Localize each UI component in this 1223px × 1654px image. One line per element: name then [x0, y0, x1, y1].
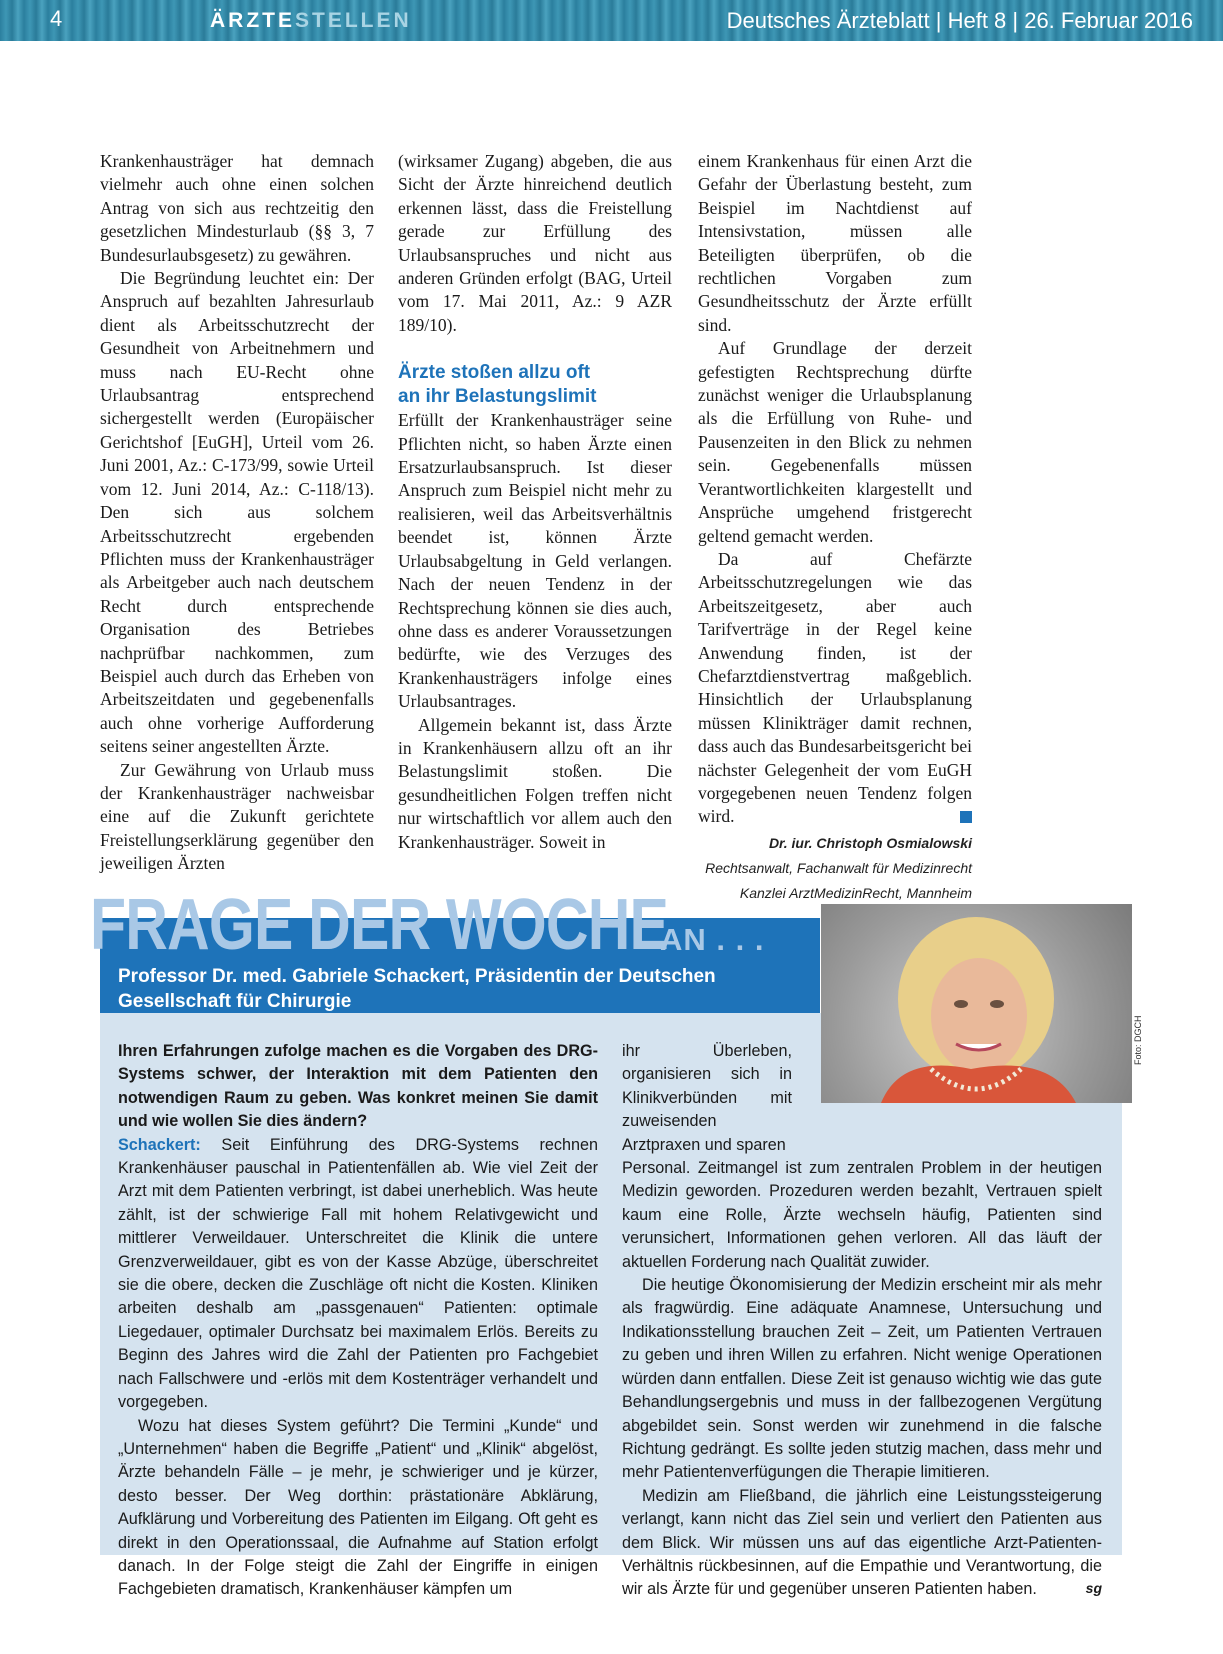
paragraph: Allgemein bekannt ist, dass Ärzte in Krankenhäusern allzu oft an ihr Belastungslimit stoßen. Die gesundheitlichen Folgen treffen nicht nur wirtschaftlich vor allem auch den Krankenhausträger. Soweit in: [398, 714, 672, 852]
article-column-3: [698, 150, 972, 906]
author-name: Dr. iur. Christoph Osmialowski: [768, 834, 972, 851]
paragraph: Die Begründung leuchtet ein: Der Anspruch auf bezahlten Jahresurlaub dient als Arbeitsschutzrecht der Gesundheit von Arbeitnehmern und muss nach EU-Recht ohne Urlaubsantrag entsprechend sichergestellt werden (Europäischer Gerichtshof [EuGH], Urteil vom 26. Juni 2001, Az.: C-173/99, sowie Urteil vom 12. Juni 2014, Az.: C-118/13). Den sich aus solchem Arbeitsschutzrecht ergebenden Pflichten muss der Krankenhausträger als Arbeitgeber auch nach deutschem Recht durch entsprechende Organisation des Betriebes nachprüfbar nachkommen, zum Beispiel auch durch das Erheben von Arbeitszeitdaten und gegebenenfalls auch ohne vorherige Aufforderung seitens seiner angestellten Ärzte.: [100, 268, 374, 757]
interview-guest: Professor Dr. med. Gabriele Schackert, Präsidentin der Deutschen Gesellschaft für Chirurgie: [118, 966, 716, 1012]
answer-paragraph: ihr Überleben, organisieren sich in Klinikverbünden mit zuweisenden Arztpraxen und sparen: [622, 1042, 792, 1154]
paragraph: einem Krankenhaus für einen Arzt die Gefahr der Überlastung besteht, zum Beispiel im Nachtdienst auf Intensivstation, müssen alle Beteiligten überprüfen, ob die rechtlichen Vorgaben zum Gesundheitsschutz der Ärzte erfüllt sind.: [698, 151, 972, 335]
answer-paragraph: Medizin am Fließband, die jährlich eine Leistungssteigerung verlangt, kann nicht das Ziel sein und verliert den Patienten aus dem Blick. Wir müssen uns auf das eigentliche Arzt-Patienten-Verhältnis rückbesinnen, auf die Empathie und Verantwortung, die wir als Ärzte für und gegenüber unseren Patienten haben. sg: [622, 1486, 1102, 1599]
author-block: [698, 831, 972, 906]
answer-paragraph: Die heutige Ökonomisierung der Medizin erscheint mir als mehr als fragwürdig. Eine adäquate Anamnese, Untersuchung und Indikationsstellung brauchen Zeit – Zeit, um Patienten Vertrauen zu geben und ihren Willen zu erfahren. Nicht wenige Operationen würden dann entfallen. Diese Zeit ist genauso wichtig wie das gute Behandlungsergebnis und muss in der fallbezogenen Vergütung abgebildet sein. Sonst werden wir zunehmend in die falsche Richtung gedrängt. Es sollte jeden stutzig machen, dass mehr und mehr Patientenverfügungen die Therapie limitieren.: [622, 1276, 1102, 1482]
subheading: Ärzte stoßen allzu oft an ihr Belastungslimit: [398, 362, 597, 408]
article-column-2: [398, 150, 672, 854]
answer-paragraph: Personal. Zeitmangel ist zum zentralen Problem in der heutigen Medizin geworden. Prozeduren werden bezahlt, Vertrauen spielt kaum eine Rolle, Ärzte wechseln häufig, Patienten sind verunsichert, Informationen gehen verloren. All das läuft der aktuellen Forderung nach Qualität zuwider.: [622, 1159, 1102, 1271]
author-title: Rechtsanwalt, Fachanwalt für Medizinrecht: [705, 859, 972, 876]
issue-info: Deutsches Ärzteblatt | Heft 8 | 26. Februar 2016: [726, 8, 1193, 33]
paragraph: (wirksamer Zugang) abgeben, die aus Sicht der Ärzte hinreichend deutlich erkennen lässt, dass die Freistellung gerade zur Erfüllung des Urlaubsanspruches und nicht aus anderen Gründen erfolgt (BAG, Urteil vom 17. Mai 2011, Az.: 9 AZR 189/10).: [398, 151, 672, 335]
paragraph: Zur Gewährung von Urlaub muss der Krankenhausträger nachweisbar eine auf die Zukunft gerichtete Freistellungserklärung gegenüber den jeweiligen Ärzten: [100, 759, 374, 874]
interview-left-column: [118, 1040, 598, 1602]
paragraph: Krankenhausträger hat demnach vielmehr auch ohne einen solchen Antrag von sich aus rechtzeitig den gesetzlichen Mindesturlaub (§§ 3, 7 Bundesurlaubsgesetz) zu gewähren.: [100, 151, 374, 265]
answer-paragraph: Wozu hat dieses System geführt? Die Termini „Kunde“ und „Unternehmen“ haben die Begriffe „Patient“ und „Klinik“ abgelöst, Ärzte behandeln Fälle – je mehr, je schwieriger und je kürzer, desto besser. Der Weg dorthin: prästationäre Abklärung, Aufklärung und Vorbereitung des Patienten im Eilgang. Oft geht es direkt in den Operationssaal, die Aufnahme auf Station erfolgt danach. In der Folge steigt die Zahl der Eingriffe in einigen Fachgebieten dramatisch, Krankenhäuser kämpfen um: [118, 1416, 598, 1599]
page-header: [0, 0, 1223, 41]
interview-title-suffix: AN . . .: [660, 922, 765, 957]
article-column-1: [100, 150, 374, 876]
interview-right-column: [622, 1040, 1102, 1602]
end-mark-icon: [960, 811, 972, 823]
answer-paragraph: Schackert: Seit Einführung des DRG-Systems rechnen Krankenhäuser pauschal in Patientenfällen ab. Wie viel Zeit der Arzt mit dem Patienten verbringt, ist dabei unerheblich. Was heute zählt, ist der schwierige Fall mit hohem Relativgewicht und mittlerer Verweildauer. Unterschreitet die Klinik die untere Grenzverweildauer, gibt es von der Kasse Abzüge, überschreitet sie die obere, decken die Zuschläge oft nicht die Kosten. Kliniken arbeiten deshalb am „passgenauen“ Patienten: optimale Liegedauer, optimaler Durchsatz bei maximalem Erlös. Bereits zu Beginn des Jahres wird die Zahl der Patienten pro Fachgebiet nach Fallschwere und -erlös mit dem Kostenträger verhandelt und vorgegeben.: [118, 1135, 599, 1412]
paragraph: Da auf Chefärzte Arbeitsschutzregelungen wie das Arbeitszeitgesetz, aber auch Tarifverträge in der Regel keine Anwendung finden, ist der Chefarztdienstvertrag maßgeblich. Hinsichtlich der Urlaubsplanung müssen Klinikträger damit rechnen, dass auch das Bundesarbeitsgericht bei nächster Gelegenheit der vom EuGH vorgegebenen neuen Tendenz folgen wird.: [698, 548, 972, 827]
interview-question: Ihren Erfahrungen zufolge machen es die Vorgaben des DRG-Systems schwer, der Interaktion mit dem Patienten den notwendigen Raum zu geben. Was konkret meinen Sie damit und wie wollen Sie dies ändern?: [118, 1042, 598, 1131]
signature: sg: [1085, 1580, 1102, 1597]
page-number: 4: [50, 6, 63, 31]
interview-title: FRAGE DER WOCHE: [90, 885, 669, 965]
photo-credit: Foto: DGCH: [1133, 1015, 1143, 1065]
author-firm: Kanzlei ArztMedizinRecht, Mannheim: [739, 884, 972, 901]
speaker-label: Schackert:: [118, 1135, 201, 1154]
paragraph: Auf Grundlage der derzeit gefestigten Rechtsprechung dürfte zunächst weniger die Urlaubsplanung als die Erfüllung von Ruhe- und Pausenzeiten in den Blick zu nehmen sein. Gegebenenfalls müssen Verantwortlichkeiten klargestellt und Ansprüche umgehend fristgerecht geltend gemacht werden.: [698, 338, 972, 546]
paragraph: Erfüllt der Krankenhausträger seine Pflichten nicht, so haben Ärzte einen Ersatzurlaubsanspruch. Ist dieser Anspruch zum Beispiel nicht mehr zu realisieren, weil das Arbeitsverhältnis beendet ist, können Ärzte Urlaubsabgeltung in Geld verlangen. Nach der neuen Tendenz in der Rechtsprechung können sie dies auch, ohne dass es anderer Voraussetzungen bedürfte, wie des Verzuges des Krankenhausträgers infolge eines Urlaubsantrages.: [398, 410, 672, 712]
section-title: ÄRZTESTELLEN: [210, 9, 412, 32]
